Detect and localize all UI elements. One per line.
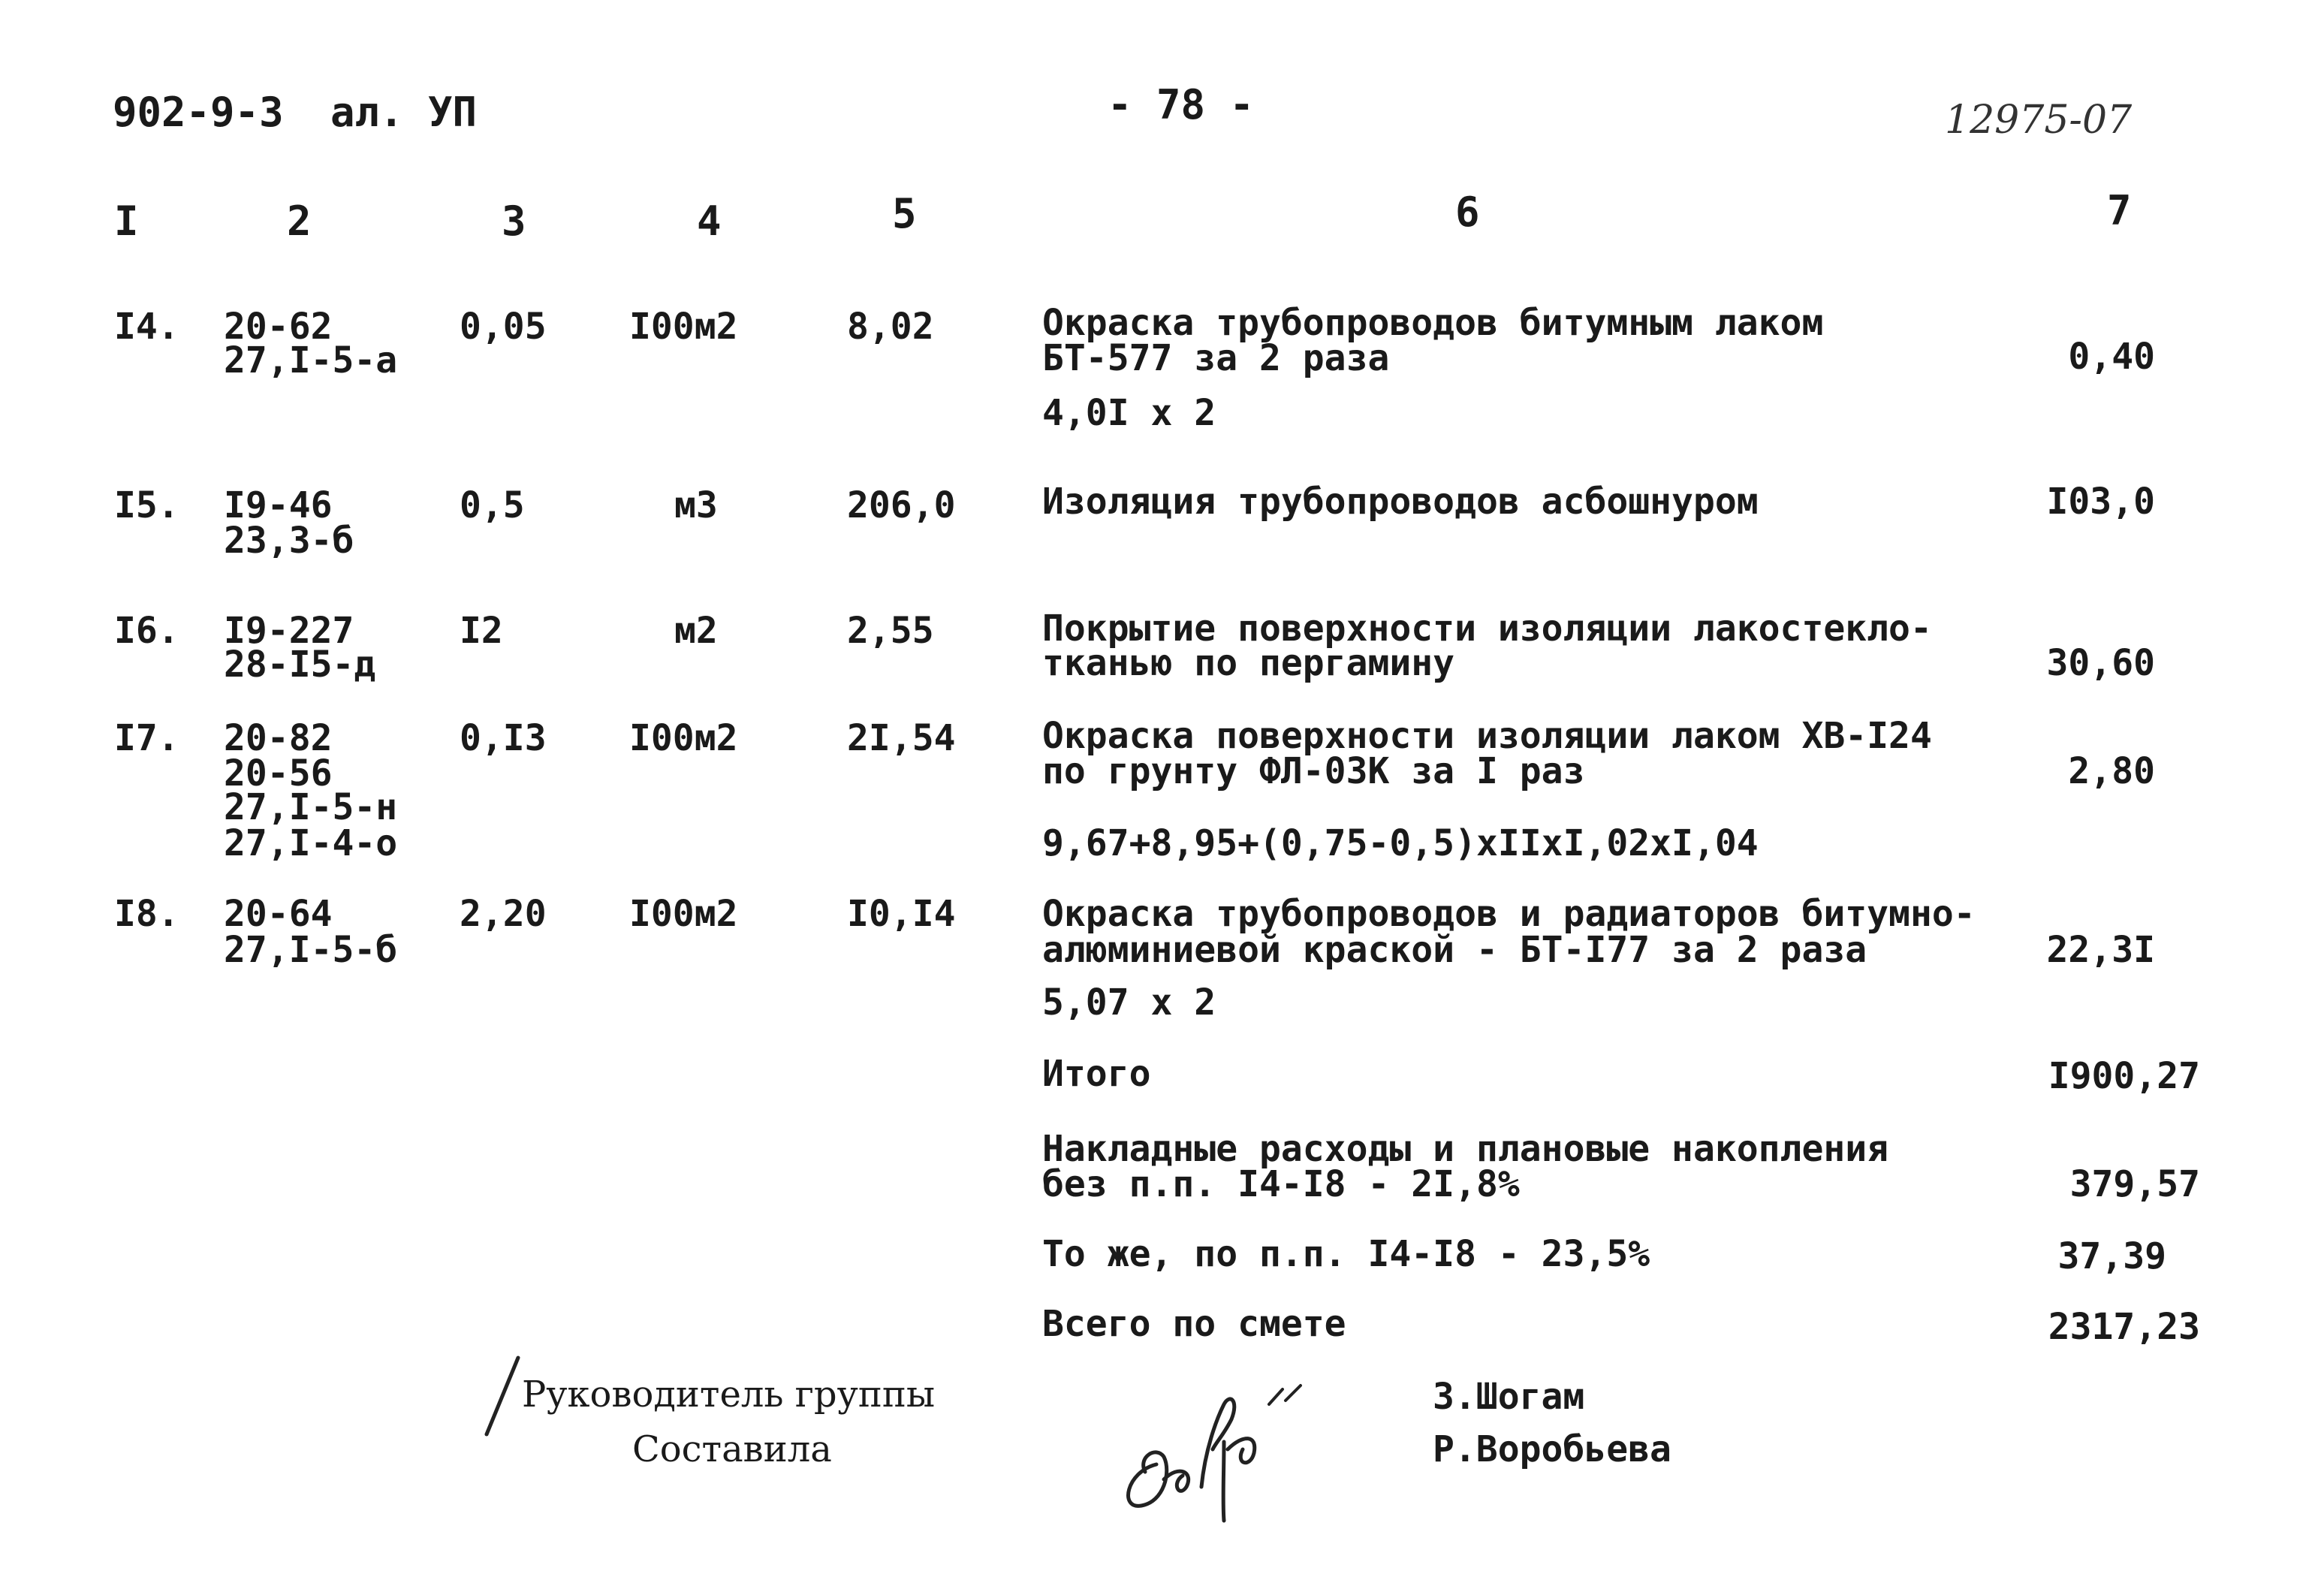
row-description: алюминиевой краской - БТ-I77 за 2 раза [1042, 929, 1867, 971]
row-number: I6. [114, 610, 179, 652]
signer-name-1: З.Шогам [1433, 1376, 1585, 1418]
row-description: Окраска трубопроводов и радиаторов битумно- [1042, 893, 1976, 935]
row-quantity: 0,5 [460, 484, 525, 526]
col-header-1: I [114, 198, 139, 245]
col-header-7: 7 [2107, 187, 2132, 234]
row-code: 20-56 [224, 752, 333, 795]
row-description: Окраска трубопроводов битумным лаком [1042, 302, 1824, 344]
total-value: 2317,23 [2048, 1306, 2200, 1348]
row-description: Покрытие поверхности изоляции лакостекло- [1042, 608, 1932, 650]
row-price: 8,02 [847, 306, 934, 348]
row-price: 2,55 [847, 610, 934, 652]
row-unit: I00м2 [629, 893, 738, 935]
role-group-leader: Руководитель группы [522, 1373, 936, 1416]
col-header-5: 5 [892, 190, 917, 237]
col-header-4: 4 [697, 198, 722, 245]
row-calculation: 4,0I x 2 [1042, 392, 1216, 434]
sheet-label: ал. УП [330, 89, 478, 136]
same-label: То же, по п.п. I4-I8 - 23,5% [1042, 1233, 1650, 1275]
row-description: Окраска поверхности изоляции лаком ХВ-I24 [1042, 715, 1932, 757]
signer-name-2: Р.Воробьева [1433, 1428, 1671, 1470]
row-total: 2,80 [2068, 750, 2155, 792]
row-number: I8. [114, 893, 179, 935]
row-price: I0,I4 [847, 893, 956, 935]
signature [1111, 1359, 1352, 1532]
row-price: 2I,54 [847, 717, 956, 759]
row-unit: I00м2 [629, 717, 738, 759]
row-total: 22,3I [2046, 929, 2155, 971]
row-calculation: 5,07 x 2 [1042, 981, 1216, 1024]
row-code: I9-46 [224, 484, 333, 526]
row-code: 20-64 [224, 893, 333, 935]
row-code: 27,I-4-о [224, 822, 398, 864]
row-code: 28-I5-д [224, 644, 376, 686]
inventory-number: 12975-07 [1945, 98, 2133, 143]
col-header-3: 3 [502, 198, 526, 245]
row-total: 0,40 [2068, 336, 2155, 378]
row-total: 30,60 [2046, 642, 2155, 684]
row-unit: м2 [674, 610, 718, 652]
page-number: - 78 - [1108, 81, 1255, 128]
row-description: по грунту ФЛ-03К за I раз [1042, 750, 1585, 792]
overhead-label: без п.п. I4-I8 - 2I,8% [1042, 1163, 1520, 1205]
row-code: 27,I-5-н [224, 786, 398, 828]
overhead-value: 379,57 [2069, 1163, 2200, 1205]
row-description: тканью по пергамину [1042, 642, 1455, 684]
row-total: I03,0 [2046, 481, 2155, 523]
row-price: 206,0 [847, 484, 956, 526]
row-calculation: 9,67+8,95+(0,75-0,5)xIIxI,02xI,04 [1042, 822, 1759, 864]
document-code: 902-9-3 [113, 89, 284, 136]
row-quantity: 0,I3 [460, 717, 547, 759]
row-code: 27,I-5-а [224, 339, 398, 381]
row-description: БТ-577 за 2 раза [1042, 337, 1390, 379]
row-quantity: I2 [460, 610, 503, 652]
overhead-label: Накладные расходы и плановые накопления [1042, 1128, 1889, 1170]
row-unit: м3 [674, 484, 718, 526]
row-quantity: 2,20 [460, 893, 547, 935]
row-quantity: 0,05 [460, 306, 547, 348]
row-code: I9-227 [224, 610, 354, 652]
total-label: Всего по смете [1042, 1303, 1346, 1345]
row-code: 20-82 [224, 717, 333, 759]
itogo-value: I900,27 [2048, 1055, 2200, 1097]
role-compiler: Составила [632, 1428, 832, 1470]
row-description: Изоляция трубопроводов асбошнуром [1042, 481, 1759, 523]
col-header-2: 2 [287, 198, 312, 245]
row-code: 20-62 [224, 306, 333, 348]
row-code: 23,3-б [224, 520, 354, 562]
col-header-6: 6 [1455, 188, 1480, 236]
row-number: I4. [114, 306, 179, 348]
same-value: 37,39 [2057, 1235, 2166, 1277]
row-code: 27,I-5-б [224, 929, 398, 971]
row-number: I7. [114, 717, 179, 759]
itogo-label: Итого [1042, 1053, 1151, 1095]
slash-mark [481, 1352, 526, 1442]
row-number: I5. [114, 484, 179, 526]
row-unit: I00м2 [629, 306, 738, 348]
